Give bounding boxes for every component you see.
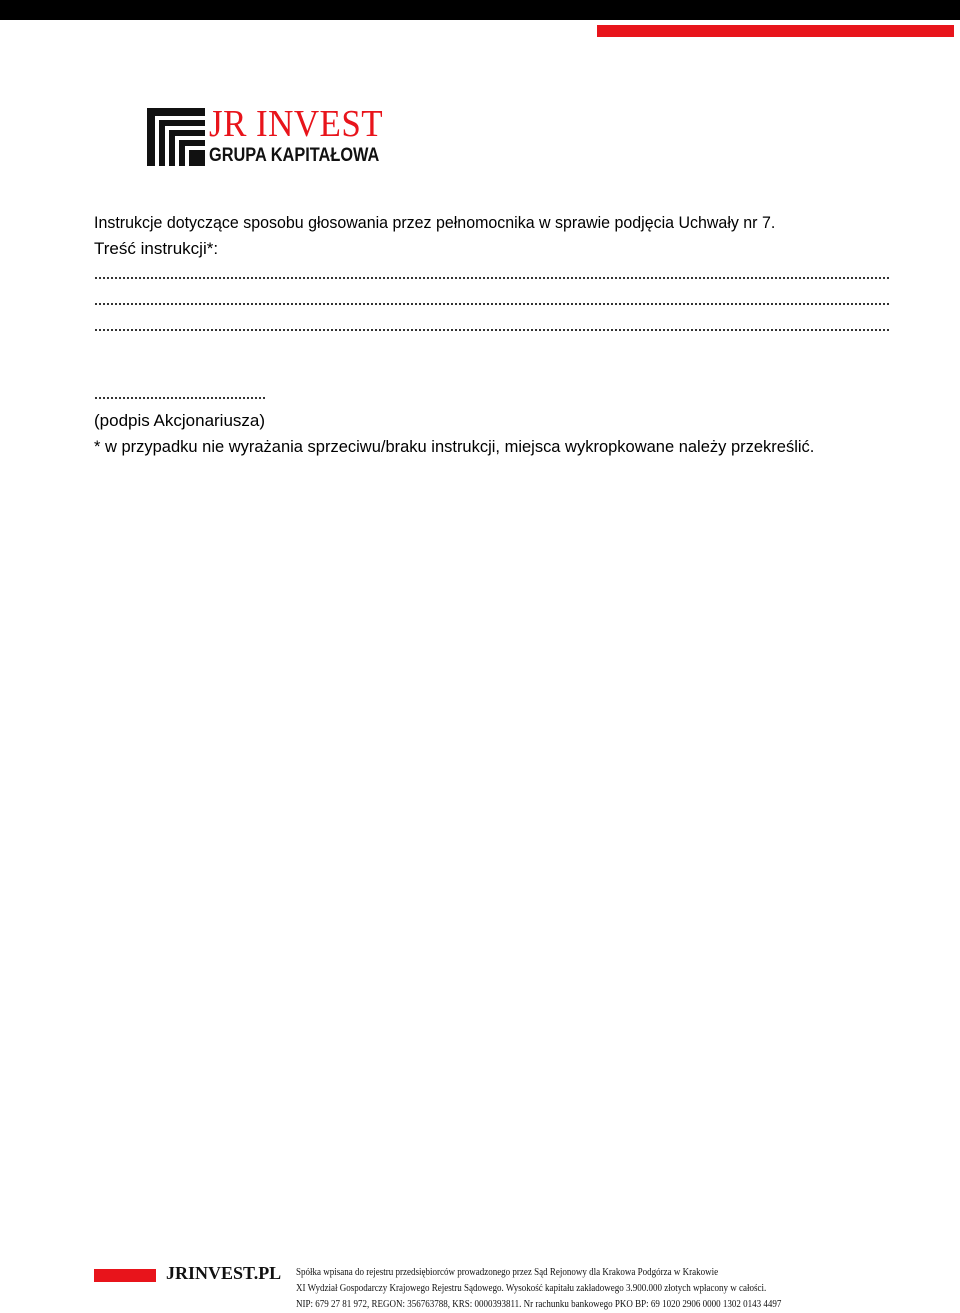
signature-caption: (podpis Akcjonariusza)	[94, 411, 266, 430]
document-heading: Instrukcje dotyczące sposobu głosowania przez pełnomocnika w sprawie podjęcia Uchwały nr 7.	[94, 213, 776, 232]
instruction-line-3[interactable]	[94, 314, 890, 340]
footer-line: Spółka wpisana do rejestru przedsiębiorców prowadzonego przez Sąd Rejonowy dla Krakowa Podgórza w Krakowie	[296, 1267, 719, 1278]
signature-line[interactable]	[94, 382, 266, 408]
footnote: * w przypadku nie wyrażania sprzeciwu/braku instrukcji, miejsca wykropkowane należy przekreślić.	[94, 437, 815, 456]
instruction-label: Treść instrukcji*:	[94, 239, 219, 258]
document-body	[94, 210, 894, 460]
instruction-line-1[interactable]	[94, 262, 890, 288]
top-black-bar	[0, 0, 960, 20]
logo-subtitle: GRUPA KAPITAŁOWA	[209, 145, 380, 166]
footer-legal-text	[296, 1265, 936, 1313]
footer-site-link[interactable]: JRINVEST.PL	[166, 1263, 282, 1283]
footer-line: NIP: 679 27 81 972, REGON: 356763788, KRS: 0000393811. Nr rachunku bankowego PKO BP: 69 1020 2906 0000 1302 0143 4497	[296, 1299, 782, 1310]
footer-line: XI Wydział Gospodarczy Krajowego Rejestru Sądowego. Wysokość kapitału zakładowego 3.900.000 złotych wpłacony w całości.	[296, 1283, 767, 1294]
company-logo	[147, 103, 407, 170]
footer-red-bar	[94, 1269, 156, 1282]
logo-mark-icon	[147, 108, 205, 166]
logo-title: JR INVEST	[209, 103, 384, 145]
instruction-line-2[interactable]	[94, 288, 890, 314]
top-red-bar	[597, 25, 954, 37]
